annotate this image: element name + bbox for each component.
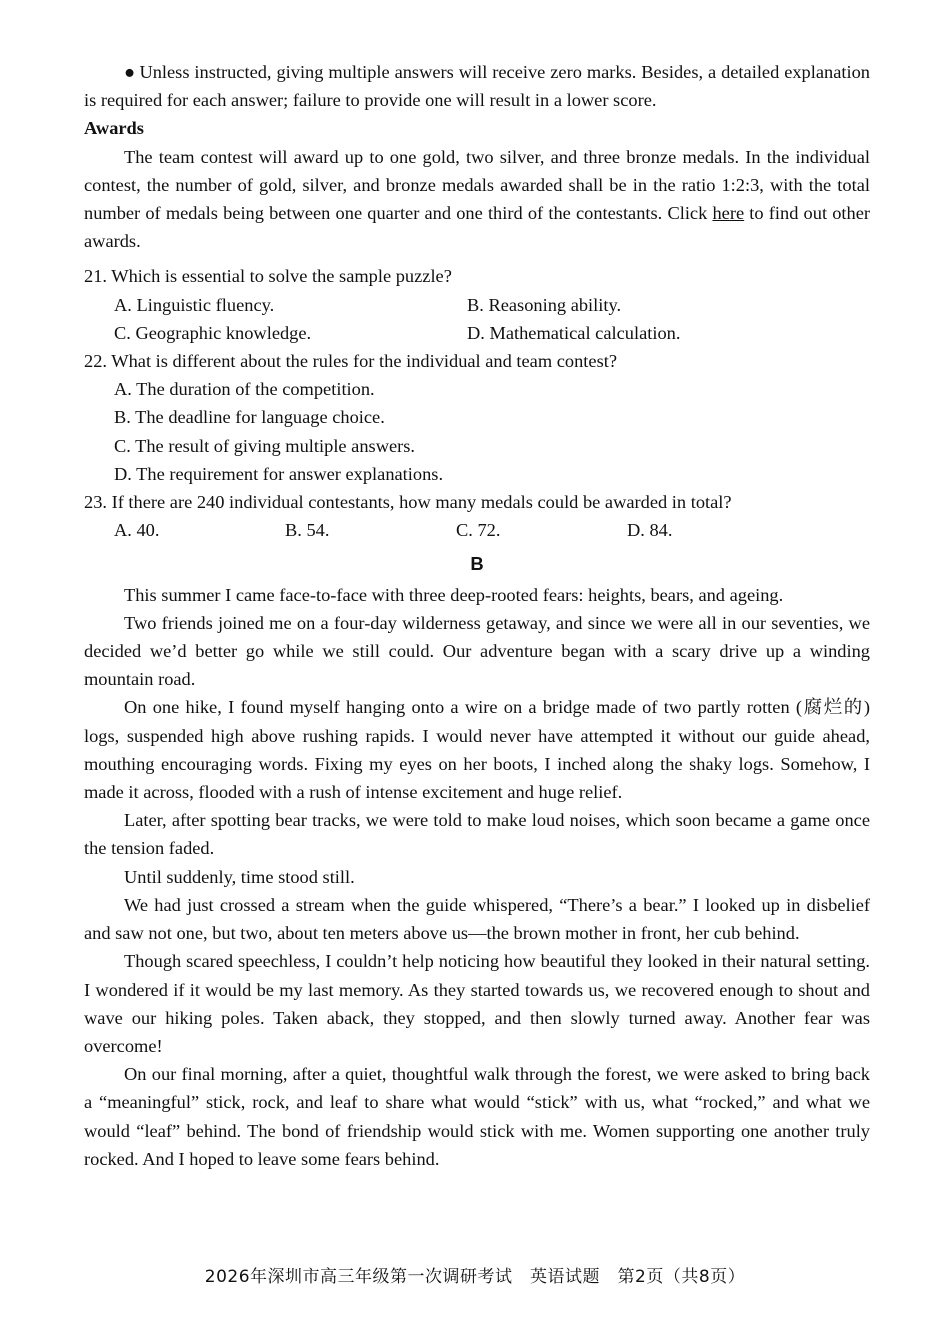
passage-paragraph: On our final morning, after a quiet, thoughtful walk through the forest, we were asked to bring back a “meaningful” stick, rock, and leaf to share what would “stick” with us, what “rocked,” and what we would “leaf” behind. The bond of friendship would stick with me. Women supporting one another truly rocked. And I hoped to leave some fears behind. (84, 1064, 870, 1169)
passage-paragraph: Until suddenly, time stood still. (124, 866, 355, 887)
option-d: D. Mathematical calculation. (467, 322, 681, 343)
option-b: B. 54. (285, 520, 330, 541)
passage-paragraph: This summer I came face-to-face with three deep-rooted fears: heights, bears, and ageing. (124, 584, 784, 605)
question-stem: 21. Which is essential to solve the sample puzzle? (84, 266, 452, 287)
option-c: C. The result of giving multiple answers. (114, 435, 416, 456)
option-b: B. Reasoning ability. (467, 294, 622, 315)
option-a: A. 40. (114, 520, 160, 541)
option-d: D. The requirement for answer explanations. (114, 463, 444, 484)
option-a: A. The duration of the competition. (114, 379, 375, 400)
option-d: D. 84. (627, 520, 673, 541)
page-footer: 2026年深圳市高三年级第一次调研考试 英语试题 第2页（共8页） (204, 1267, 746, 1287)
question-stem: 23. If there are 240 individual contestants, how many medals could be awarded in total? (84, 492, 732, 513)
question-stem: 22. What is different about the rules for the individual and team contest? (84, 351, 618, 372)
passage-paragraph: Two friends joined me on a four-day wilderness getaway, and since we were all in our seventies, we decided we’d better go while we still could. Our adventure began with a scary drive up a winding mountain road. (84, 612, 870, 690)
bullet-icon: ● (124, 62, 136, 82)
option-c: C. Geographic knowledge. (114, 322, 312, 343)
question-21 (84, 262, 870, 347)
awards-heading: Awards (84, 118, 144, 139)
rule-bullet: ● Unless instructed, giving multiple answers will receive zero marks. Besides, a detailed explanation is required for each answer; failure to provide one will result in a lower score. (84, 62, 870, 111)
option-a: A. Linguistic fluency. (114, 294, 275, 315)
passage-paragraph: Though scared speechless, I couldn’t help noticing how beautiful they looked in their natural setting. I wondered if it would be my last memory. As they started towards us, we recovered enough to shout and wave our hiking poles. Taken aback, they stopped, and then slowly turned away. Another fear was overcome! (84, 951, 870, 1056)
passage-paragraph: On one hike, I found myself hanging onto a wire on a bridge made of two partly rotten (腐烂的) logs, suspended high above rushing rapids. I would never have attempted it without our guide ahead, mouthing encouraging words. Fixing my eyes on her boots, I inched along the shaky logs. Somehow, I made it across, flooded with a rush of intense excitement and huge relief. (84, 697, 870, 803)
passage-paragraph: We had just crossed a stream when the guide whispered, “There’s a bear.” I looked up in disbelief and saw not one, but two, about ten meters above us—the brown mother in front, her cub behind. (84, 894, 870, 944)
section-b-label: B (470, 553, 484, 575)
page-content (84, 58, 870, 1173)
option-b: B. The deadline for language choice. (114, 407, 385, 428)
question-22 (84, 347, 870, 488)
question-23 (84, 488, 870, 544)
awards-paragraph: The team contest will award up to one gold, two silver, and three bronze medals. In the individual contest, the number of gold, silver, and bronze medals awarded shall be in the ratio 1:2:3, with the total number of medals being between one quarter and one third of the contestants. Click here to find out other awards. (84, 146, 871, 252)
awards-here-link[interactable]: here (712, 203, 745, 224)
option-c: C. 72. (456, 520, 501, 541)
passage-paragraph: Later, after spotting bear tracks, we were told to make loud noises, which soon became a game once the tension faded. (84, 810, 870, 859)
